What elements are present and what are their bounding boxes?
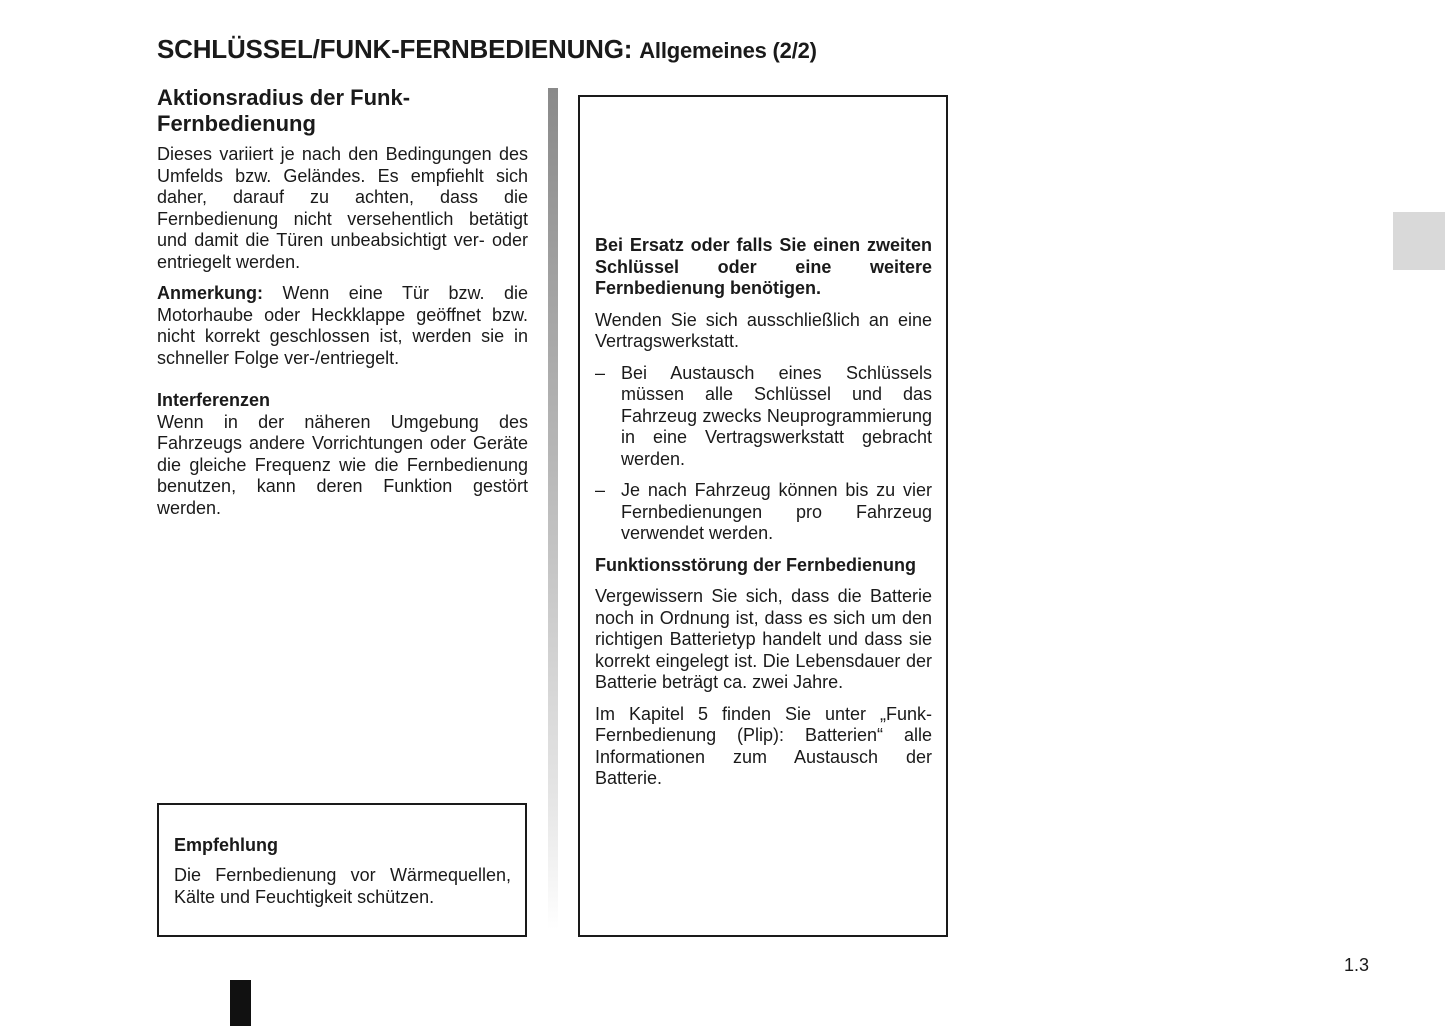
page-title [157, 34, 817, 65]
list-item-text: Je nach Fahrzeug können bis zu vier Fernbedienungen pro Fahrzeug verwendet werden. [621, 480, 932, 543]
list-item-text: Bei Austausch eines Schlüssels müssen alle Schlüssel und das Fahrzeug zwecks Neuprogrammierung in eine Vertragswerkstatt gebracht werden. [621, 362, 932, 469]
list-item [595, 480, 932, 545]
range-paragraph: Dieses variiert je nach den Bedingungen des Umfelds bzw. Geländes. Es empfiehlt sich daher, darauf zu achten, dass die Fernbedienung nicht versehentlich betätigt und damit die Türen unbeabsichtigt ver- oder entriegelt werden. [157, 144, 528, 272]
bottom-marker-bar [230, 980, 251, 1026]
interference-paragraph: Wenn in der näheren Umgebung des Fahrzeugs andere Vorrichtungen oder Geräte die gleiche Frequenz wie die Fernbedienung benutzen, kann deren Funktion gestört werden. [157, 411, 528, 518]
replacement-list [595, 363, 932, 545]
malfunction-text: Vergewissern Sie sich, dass die Batterie noch in Ordnung ist, dass es sich um den richtigen Batterietyp handelt und dass sie korrekt eingelegt ist. Die Lebensdauer der Batterie beträgt ca. zwei Jahre. [595, 586, 932, 692]
recommendation-box [157, 803, 527, 937]
page-title-sub: Allgemeines (2/2) [639, 38, 817, 63]
chapter-side-tab [1393, 212, 1445, 270]
interference-heading: Interferenzen [157, 390, 271, 410]
note-text: Wenn eine Tür bzw. die Motorhaube oder Heckklappe geöffnet bzw. nicht korrekt geschlossen ist, werden sie in schneller Folge ver-/entriegelt. [157, 283, 528, 368]
list-item [595, 363, 932, 471]
dash-marker: – [595, 480, 606, 500]
replacement-info-box [578, 95, 948, 937]
note-label: Anmerkung: [157, 283, 264, 303]
note-paragraph [157, 283, 528, 369]
left-column [157, 85, 528, 529]
recommendation-text: Die Fernbedienung vor Wärmequellen, Kälte und Feuchtigkeit schützen. [174, 865, 511, 907]
page-number: 1.3 [1344, 955, 1370, 975]
dash-marker: – [595, 362, 606, 383]
dealer-instruction: Wenden Sie sich ausschließlich an eine Vertragswerkstatt. [595, 309, 932, 351]
section-heading-range: Aktionsradius der Funk-Fernbedienung [157, 85, 411, 136]
column-divider [548, 88, 558, 930]
chapter-reference: Im Kapitel 5 finden Sie unter „Funk-Fernbedienung (Plip): Batterien“ alle Informationen zum Austausch der Batterie. [595, 703, 932, 788]
malfunction-heading: Funktionsstörung der Fernbedienung [595, 554, 916, 575]
page-title-main: SCHLÜSSEL/FUNK-FERNBEDIENUNG: [157, 34, 633, 64]
replacement-intro: Bei Ersatz oder falls Sie einen zweiten Schlüssel oder eine weitere Fernbedienung benötigen. [595, 235, 932, 298]
recommendation-title: Empfehlung [174, 835, 278, 855]
